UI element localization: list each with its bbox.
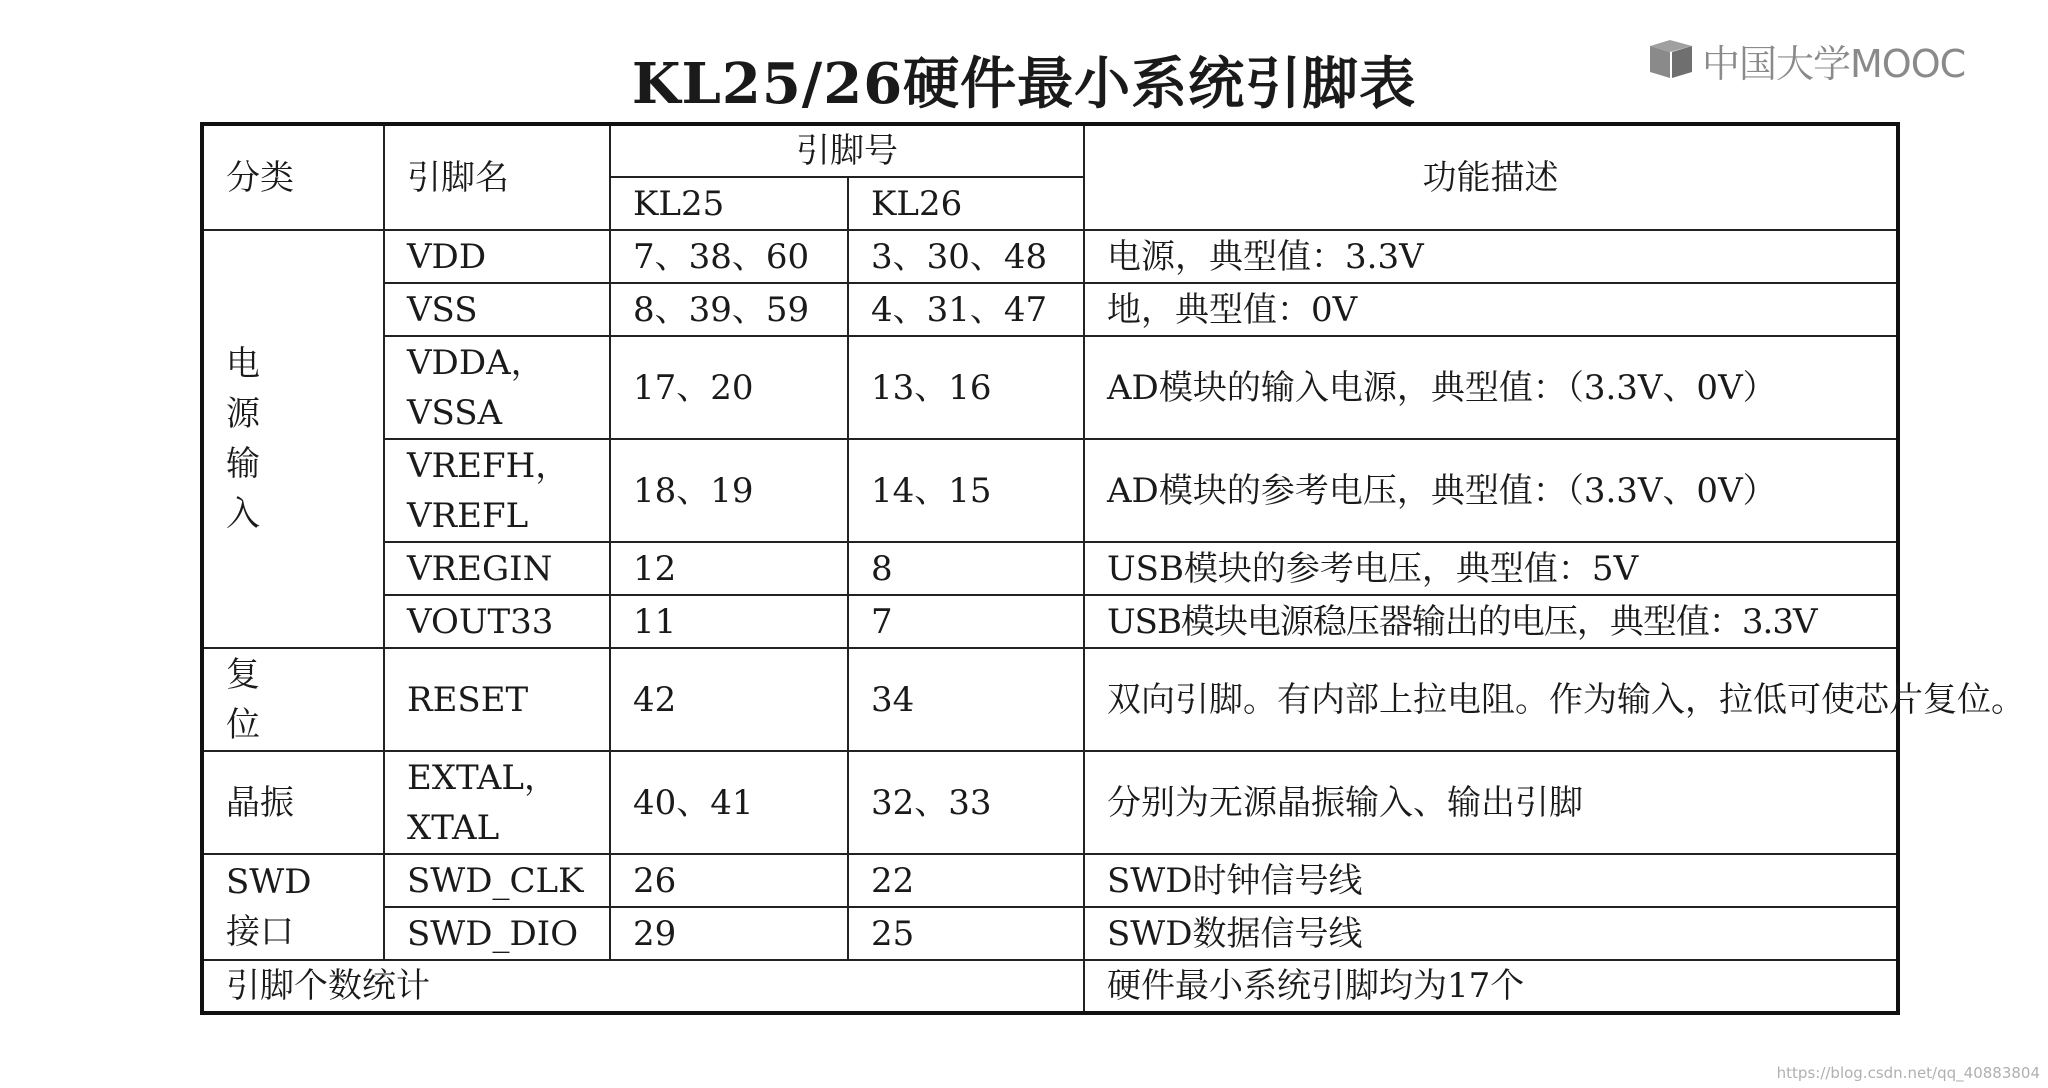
kl25-cell: 40、41: [610, 751, 848, 854]
pin-name-cell: SWD_CLK: [384, 854, 610, 907]
pin-name-text: VREFH，VREFL: [407, 445, 570, 536]
pin-name-cell: VSS: [384, 283, 610, 336]
table-row: [202, 648, 1898, 751]
kl26-cell: 3、30、48: [848, 230, 1084, 283]
logo-text: 中国大学MOOC: [1702, 41, 1966, 86]
description-cell: AD模块的参考电压，典型值：（3.3V、0V）: [1084, 439, 1898, 542]
header-row-1: [202, 124, 1898, 177]
table-row: [202, 230, 1898, 283]
summary-value: 硬件最小系统引脚均为17个: [1084, 960, 1898, 1013]
table-row: [202, 439, 1898, 542]
pin-table: [200, 122, 2025, 1015]
description-cell: USB模块的参考电压，典型值：5V: [1084, 542, 1898, 595]
description-cell: 电源，典型值：3.3V: [1084, 230, 1898, 283]
watermark: https://blog.csdn.net/qq_40883804: [1776, 1064, 2040, 1082]
pin-name-cell: [384, 336, 610, 439]
header-description: 功能描述: [1084, 124, 1898, 230]
summary-row: [202, 960, 1898, 1013]
header-kl26: KL26: [848, 177, 1084, 230]
category-cell-power: [202, 230, 384, 648]
description-cell: 分别为无源晶振输入、输出引脚: [1084, 751, 1898, 854]
pin-name-cell: [384, 751, 610, 854]
description-cell: USB模块电源稳压器输出的电压，典型值：3.3V: [1084, 595, 1898, 648]
table-row: [202, 907, 1898, 960]
kl25-cell: 17、20: [610, 336, 848, 439]
kl26-cell: 32、33: [848, 751, 1084, 854]
category-label: 电源输入: [226, 344, 260, 534]
header-pin-name: 引脚名: [384, 124, 610, 230]
kl26-cell: 7: [848, 595, 1084, 648]
kl26-cell: 34: [848, 648, 1084, 751]
table-row: [202, 854, 1898, 907]
table-row: [202, 595, 1898, 648]
table-row: [202, 283, 1898, 336]
pin-name-cell: [384, 439, 610, 542]
kl26-cell: 8: [848, 542, 1084, 595]
header-pin-number: 引脚号: [610, 124, 1084, 177]
kl26-cell: 13、16: [848, 336, 1084, 439]
pin-name-cell: VREGIN: [384, 542, 610, 595]
table-row: [202, 542, 1898, 595]
category-cell-crystal: 晶振: [202, 751, 384, 854]
kl25-cell: 18、19: [610, 439, 848, 542]
kl25-cell: 42: [610, 648, 848, 751]
pin-name-cell: RESET: [384, 648, 610, 751]
description-cell: SWD时钟信号线: [1084, 854, 1898, 907]
pin-name-cell: VDD: [384, 230, 610, 283]
description-cell: SWD数据信号线: [1084, 907, 1898, 960]
kl25-cell: 8、39、59: [610, 283, 848, 336]
description-cell: 地，典型值：0V: [1084, 283, 1898, 336]
category-cell-swd: [202, 854, 384, 960]
category-cell-reset: [202, 648, 384, 751]
kl26-cell: 4、31、47: [848, 283, 1084, 336]
book-logo-icon: [1648, 40, 1694, 80]
kl25-cell: 12: [610, 542, 848, 595]
header-category: 分类: [202, 124, 384, 230]
summary-label: 引脚个数统计: [202, 960, 1084, 1013]
mooc-logo: [1648, 34, 1965, 86]
description-cell: AD模块的输入电源，典型值：（3.3V、0V）: [1084, 336, 1898, 439]
kl25-cell: 26: [610, 854, 848, 907]
table-row: [202, 336, 1898, 439]
kl25-cell: 7、38、60: [610, 230, 848, 283]
table-row: [202, 751, 1898, 854]
description-cell: 双向引脚。有内部上拉电阻。作为输入，拉低可使芯片复位。: [1084, 648, 1898, 751]
pin-name-text: EXTAL，XTAL: [407, 757, 558, 848]
kl26-cell: 25: [848, 907, 1084, 960]
pin-name-cell: SWD_DIO: [384, 907, 610, 960]
category-label: 复位: [226, 654, 260, 745]
kl25-cell: 29: [610, 907, 848, 960]
pin-name-cell: VOUT33: [384, 595, 610, 648]
kl25-cell: 11: [610, 595, 848, 648]
pin-name-text: VDDA，VSSA: [407, 342, 545, 433]
kl26-cell: 22: [848, 854, 1084, 907]
page-title: KL25/26硬件最小系统引脚表: [631, 51, 1417, 117]
kl26-cell: 14、15: [848, 439, 1084, 542]
category-label: SWD接口: [226, 862, 312, 952]
header-kl25: KL25: [610, 177, 848, 230]
